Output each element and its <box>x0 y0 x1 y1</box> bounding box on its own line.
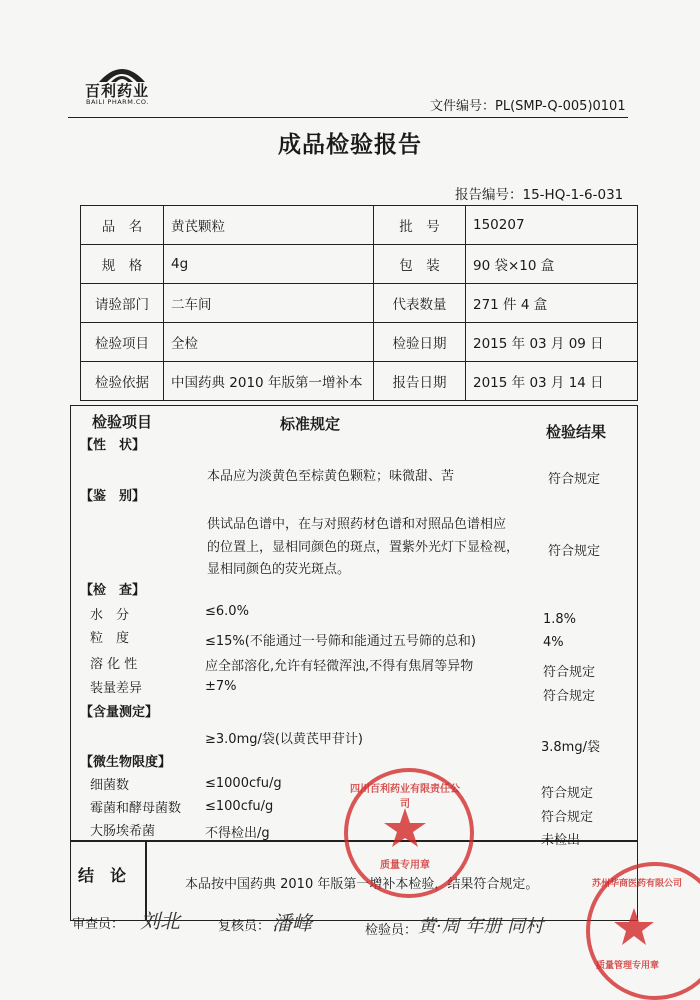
water-label: 水 分 <box>90 608 130 623</box>
table-row <box>81 323 638 362</box>
report-date-label: 报告日期 <box>374 362 466 401</box>
spec-label: 规 格 <box>81 245 164 284</box>
ident-standard-line-2: 的位置上，显相同颜色的斑点，置紫外光灯下显检视， <box>207 540 520 555</box>
report-number: 报告编号：15-HQ-1-6-031 <box>455 187 624 203</box>
reviewer-label: 审查员： <box>72 917 125 932</box>
page-title: 成品检验报告 <box>278 132 422 158</box>
inspector-label: 检验员： <box>365 923 418 938</box>
ecoli-label: 大肠埃希菌 <box>90 824 156 839</box>
header-rule <box>68 117 628 118</box>
second-seal-text: 苏州华商医药有限公司 <box>592 879 683 889</box>
mold-label: 霉菌和酵母菌数 <box>90 801 182 816</box>
ident-standard-line-3: 显相同颜色的荧光斑点。 <box>207 562 351 577</box>
appearance-standard: 本品应为淡黄色至棕黄色颗粒；味微甜、苦 <box>207 469 455 484</box>
item-label: 检验项目 <box>81 323 164 362</box>
ident-result: 符合规定 <box>548 544 601 559</box>
second-seal <box>586 862 700 1000</box>
conclusion-label: 结 论 <box>78 866 127 885</box>
basis-value: 中国药典 2010 年版第一增补本 <box>164 362 374 401</box>
section-microbial: 【微生物限度】 <box>80 755 172 770</box>
water-standard: ≤6.0% <box>205 604 249 619</box>
mold-standard: ≤100cfu/g <box>205 799 274 814</box>
spec-value: 4g <box>164 245 374 284</box>
size-label: 粒 度 <box>90 631 130 646</box>
seal-company-text: 四川百利药业有限责任公司 <box>350 784 460 810</box>
ecoli-standard: 不得检出/g <box>205 826 270 841</box>
conclusion-text: 本品按中国药典 2010 年版第一增补本检验，结果符合规定。 <box>185 877 539 892</box>
file-number: 文件编号：PL(SMP-Q-005)0101 <box>430 99 626 114</box>
bacteria-result: 符合规定 <box>541 786 594 801</box>
assay-standard: ≥3.0mg/袋(以黄芪甲苷计) <box>205 732 364 747</box>
table-row <box>81 284 638 323</box>
ecoli-result: 未检出 <box>541 833 581 848</box>
size-result: 4% <box>543 635 564 650</box>
checker-label: 复核员： <box>218 919 271 934</box>
dept-label: 请验部门 <box>81 284 164 323</box>
basis-label: 检验依据 <box>81 362 164 401</box>
inspector-signature: 黄·周 年册 同村 <box>418 916 544 937</box>
checker-signature: 潘峰 <box>272 911 312 935</box>
report-date-value: 2015 年 03 月 14 日 <box>466 362 638 401</box>
load-standard: ±7% <box>205 679 237 694</box>
ident-standard-line-1: 供试品色谱中，在与对照药材色谱和对照品色谱相应 <box>207 517 507 532</box>
qty-value: 271 件 4 盒 <box>466 284 638 323</box>
col-result-header: 检验结果 <box>546 423 607 441</box>
qty-label: 代表数量 <box>374 284 466 323</box>
table-row <box>81 206 638 245</box>
company-seal <box>344 768 474 898</box>
product-value: 黄芪颗粒 <box>164 206 374 245</box>
mold-result: 符合规定 <box>541 810 594 825</box>
logo-chinese-name: 百利药业 <box>85 82 150 100</box>
dept-value: 二车间 <box>164 284 374 323</box>
col-item-header: 检验项目 <box>92 413 153 431</box>
logo-english-name: BAILI PHARM.CO. <box>86 98 149 106</box>
water-result: 1.8% <box>543 612 577 627</box>
size-standard: ≤15%(不能通过一号筛和能通过五号筛的总和) <box>205 634 476 649</box>
reviewer-signature: 刘北 <box>140 909 180 933</box>
table-row <box>81 245 638 284</box>
date-value: 2015 年 03 月 09 日 <box>466 323 638 362</box>
bacteria-label: 细菌数 <box>90 778 130 793</box>
section-appearance: 【性 状】 <box>80 438 146 453</box>
table-row <box>81 362 638 401</box>
solubility-label: 溶 化 性 <box>90 657 138 672</box>
seal-sub-text: 质量专用章 <box>380 860 430 871</box>
second-seal-sub-text: 质量管理专用章 <box>596 961 660 971</box>
solubility-standard: 应全部溶化,允许有轻微浑浊,不得有焦屑等异物 <box>205 659 474 674</box>
item-value: 全检 <box>164 323 374 362</box>
pack-label: 包 装 <box>374 245 466 284</box>
bacteria-standard: ≤1000cfu/g <box>205 776 282 791</box>
batch-label: 批 号 <box>374 206 466 245</box>
solubility-result: 符合规定 <box>543 665 596 680</box>
load-result: 符合规定 <box>543 689 596 704</box>
section-identification: 【鉴 别】 <box>80 489 146 504</box>
appearance-result: 符合规定 <box>548 472 601 487</box>
section-check: 【检 查】 <box>80 583 146 598</box>
batch-value: 150207 <box>466 206 638 245</box>
col-standard-header: 标准规定 <box>280 415 341 433</box>
date-label: 检验日期 <box>374 323 466 362</box>
pack-value: 90 袋×10 盒 <box>466 245 638 284</box>
product-label: 品 名 <box>81 206 164 245</box>
section-assay: 【含量测定】 <box>80 705 159 720</box>
load-label: 装量差异 <box>90 681 143 696</box>
info-table <box>80 205 638 401</box>
assay-result: 3.8mg/袋 <box>541 740 600 755</box>
